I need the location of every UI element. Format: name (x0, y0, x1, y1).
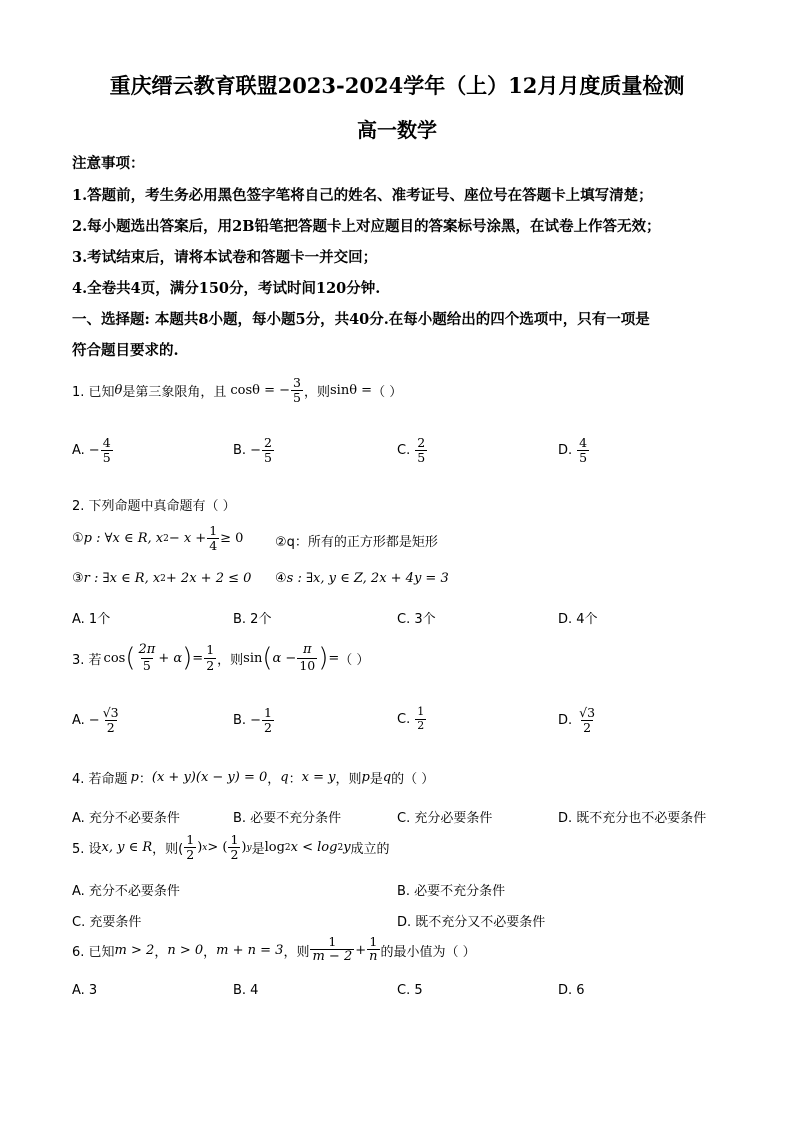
notes-heading: 注意事项： (72, 155, 145, 172)
q1-numerator: 3 (293, 375, 301, 390)
question-2-stem: 2. 下列命题中真命题有（ ） (72, 499, 236, 514)
q3-option-b[interactable]: B. − $\frac{1}{2}$ (233, 705, 272, 736)
q6-option-b[interactable]: B. 4 (233, 983, 259, 998)
q4-option-a[interactable]: A. 充分不必要条件 (72, 811, 180, 826)
note-item-4: 4.全卷共4页，满分150分，考试时间120分钟. (72, 280, 381, 297)
q2-option-a[interactable]: A. 1个 (72, 612, 111, 627)
q5-option-d[interactable]: D. 既不充分又不必要条件 (397, 915, 546, 930)
page-subtitle: 高一数学 (357, 118, 437, 142)
q1-option-d[interactable]: D. $\frac{4}{5}$ (558, 435, 588, 466)
q1-cos: cosθ = − (230, 383, 291, 399)
q1-option-b[interactable]: B. − $\frac{2}{5}$ (233, 435, 272, 466)
q2-option-c[interactable]: C. 3个 (397, 612, 436, 627)
q1-denominator: 5 (293, 390, 301, 406)
question-5-stem: 5. 设 x, y ∈ R ，则( $\frac{1}{2}$ ) x > ( $\frac{1}{2}$ ) y 是 log 2 x < log 2 y 成立的 (72, 832, 390, 863)
q1-sin: sinθ = (330, 383, 373, 399)
q4-option-b[interactable]: B. 必要不充分条件 (233, 811, 342, 826)
question-3-stem: 3. 若 cos ( $\frac{2\pi}{5}$ + α ) = $\frac{1}{2}$ ，则 sin ( α − $\frac{\pi}{10}$ ) = （ ） (72, 642, 370, 674)
q1-prefix: 1. 已知 (72, 385, 115, 401)
q1-fraction (291, 376, 303, 406)
question-6-stem: 6. 已知 m > 2 ， n > 0 ， m + n = 3 ，则 $\frac{1}{m - 2}$ + $\frac{1}{n}$ 的最小值为（ ） (72, 934, 476, 965)
question-4-stem: 4. 若命题 p ： (x + y)(x − y) = 0 ， q ： x = y ，则 p 是 q 的（ ） (72, 770, 435, 787)
section-heading-line2: 符合题目要求的. (72, 342, 179, 359)
question-1-stem (72, 376, 402, 406)
q4-option-c[interactable]: C. 充分必要条件 (397, 811, 493, 826)
q1-option-c[interactable]: C. $\frac{2}{5}$ (397, 435, 426, 466)
q6-option-a[interactable]: A. 3 (72, 983, 98, 998)
q2-option-b[interactable]: B. 2个 (233, 612, 272, 627)
q5-option-b[interactable]: B. 必要不充分条件 (397, 884, 506, 899)
q3-option-a[interactable]: A. − $\frac{√3}{2}$ (72, 705, 119, 736)
q6-option-d[interactable]: D. 6 (558, 983, 585, 998)
q3-option-d[interactable]: D. $\frac{√3}{2}$ (558, 705, 596, 736)
q2-proposition-s: ④ s : ∃x, y ∈ Z, 2x + 4y = 3 (275, 571, 449, 586)
q3-option-c[interactable]: C. $\frac{1}{2}$ (397, 705, 425, 732)
q1-paren: （ ） (372, 385, 403, 401)
q1-mid: 是第三象限角，且 (122, 385, 227, 401)
q2-proposition-r: ③ r : ∃x ∈ R, x 2 + 2x + 2 ≤ 0 (72, 571, 252, 586)
q2-proposition-p: ① p : ∀x ∈ R, x 2 − x + $\frac{1}{4}$ ≥ 0 (72, 523, 244, 554)
q5-option-c[interactable]: C. 充要条件 (72, 915, 142, 930)
q1-option-a[interactable]: A. − $\frac{4}{5}$ (72, 435, 111, 466)
q2-proposition-q: ②q：所有的正方形都是矩形 (275, 535, 438, 550)
q2-option-d[interactable]: D. 4个 (558, 612, 598, 627)
q6-option-c[interactable]: C. 5 (397, 983, 423, 998)
section-heading-line1: 一、选择题: 本题共8小题，每小题5分，共40分.在每小题给出的四个选项中，只有一项是 (72, 311, 650, 328)
q5-option-a[interactable]: A. 充分不必要条件 (72, 884, 180, 899)
q1-theta: θ (114, 383, 123, 399)
note-item-3: 3.考试结束后，请将本试卷和答题卡一并交回； (72, 249, 378, 266)
page-title: 重庆缙云教育联盟2023-2024学年（上）12月月度质量检测 (109, 73, 685, 98)
q4-option-d[interactable]: D. 既不充分也不必要条件 (558, 811, 707, 826)
q1-post: ，则 (304, 385, 331, 401)
note-item-1: 1.答题前，考生务必用黑色签字笔将自己的姓名、准考证号、座位号在答题卡上填写清楚； (72, 187, 653, 204)
note-item-2: 2.每小题选出答案后，用2B铅笔把答题卡上对应题目的答案标号涂黑，在试卷上作答无效； (72, 218, 661, 235)
